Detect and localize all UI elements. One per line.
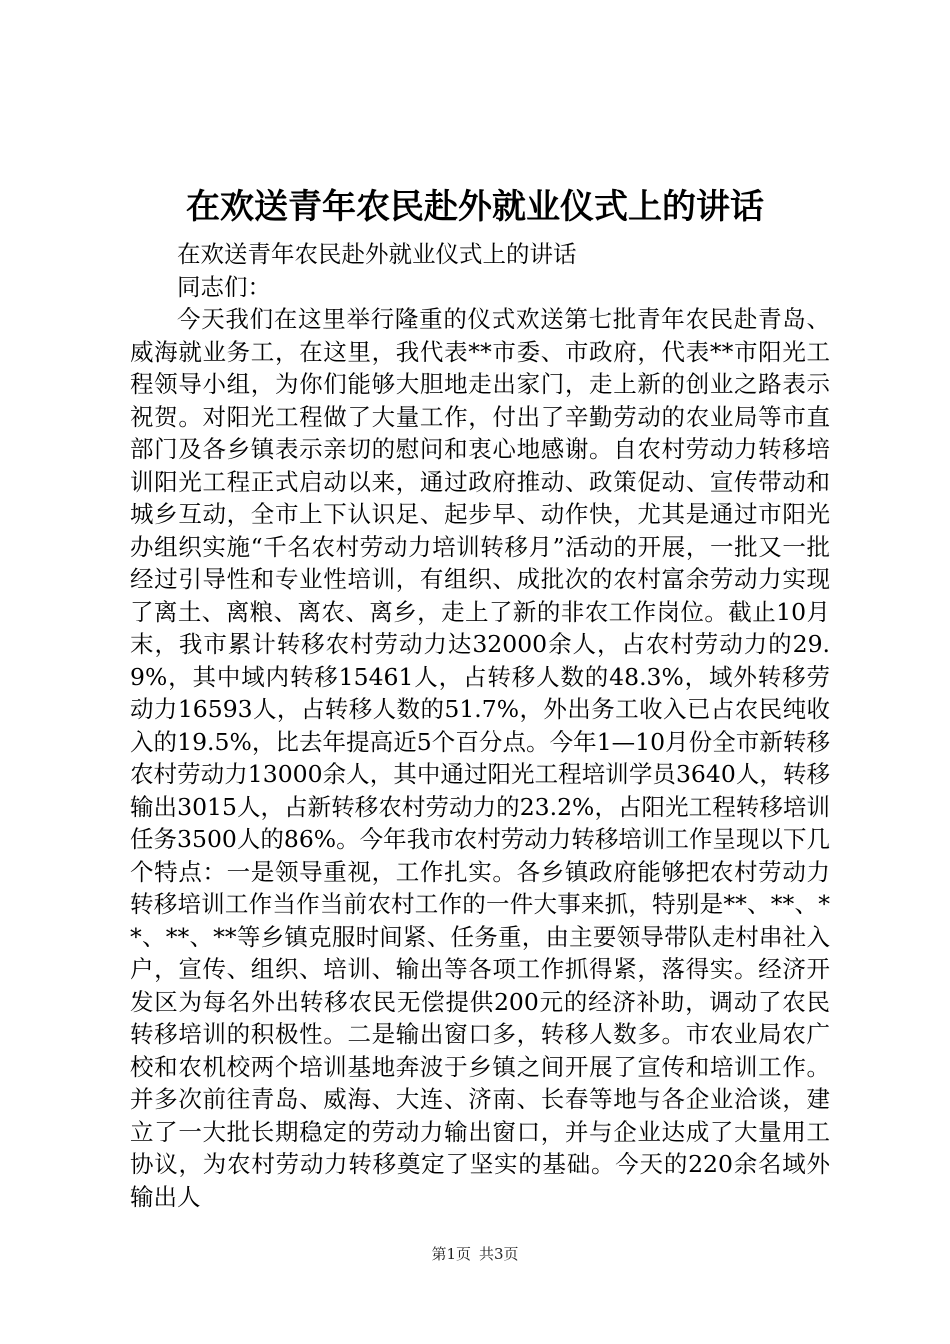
salutation-paragraph: 同志们： [177,272,271,301]
subtitle-paragraph: 在欢送青年农民赴外就业仪式上的讲话 [177,240,577,268]
document-title: 在欢送青年农民赴外就业仪式上的讲话 [186,187,764,227]
page-total: 共3页 [479,1245,519,1263]
document-body [130,238,830,1213]
body-paragraph: 今天我们在这里举行隆重的仪式欢送第七批青年农民赴青岛、威海就业务工，在这里，我代表**市委、市政府，代表**市阳光工程领导小组，为你们能够大胆地走出家门，走上新的创业之路表示祝贺。对阳光工程做了大量工作，付出了辛勤劳动的农业局等市直部门及各乡镇表示亲切的慰问和衷心地感谢。自农村劳动力转移培训阳光工程正式启动以来，通过政府推动、政策促动、宣传带动和城乡互动，全市上下认识足、起步早、动作快，尤其是通过市阳光办组织实施“千名农村劳动力培训转移月”活动的开展，一批又一批经过引导性和专业性培训，有组织、成批次的农村富余劳动力实现了离土、离粮、离农、离乡，走上了新的非农工作岗位。截止10月末，我市累计转移农村劳动力达32000余人，占农村劳动力的29.9%，其中域内转移15461人，占转移人数的48.3%，域外转移劳动力16593人，占转移人数的51.7%，外出务工收入已占农民纯收入的19.5%，比去年提高近5个百分点。今年1—10月份全市新转移农村劳动力13000余人，其中通过阳光工程培训学员3640人，转移输出3015人，占新转移农村劳动力的23.2%，占阳光工程转移培训任务3500人的86%。今年我市农村劳动力转移培训工作呈现以下几个特点：一是领导重视，工作扎实。各乡镇政府能够把农村劳动力转移培训工作当作当前农村工作的一件大事来抓，特别是**、**、**、**、**等乡镇克服时间紧、任务重，由主要领导带队走村串社入户，宣传、组织、培训、输出等各项工作抓得紧，落得实。经济开发区为每名外出转移农民无偿提供200元的经济补助，调动了农民转移培训的积极性。二是输出窗口多，转移人数多。市农业局农广校和农机校两个培训基地奔波于乡镇之间开展了宣传和培训工作。并多次前往青岛、威海、大连、济南、长春等地与各企业洽谈，建立了一大批长期稳定的劳动力输出窗口，并与企业达成了大量用工协议，为农村劳动力转移奠定了坚实的基础。今天的220余名域外输出人 [130,305,830,1211]
page-number: 第1页 [431,1245,471,1263]
page-footer [0,1244,950,1264]
